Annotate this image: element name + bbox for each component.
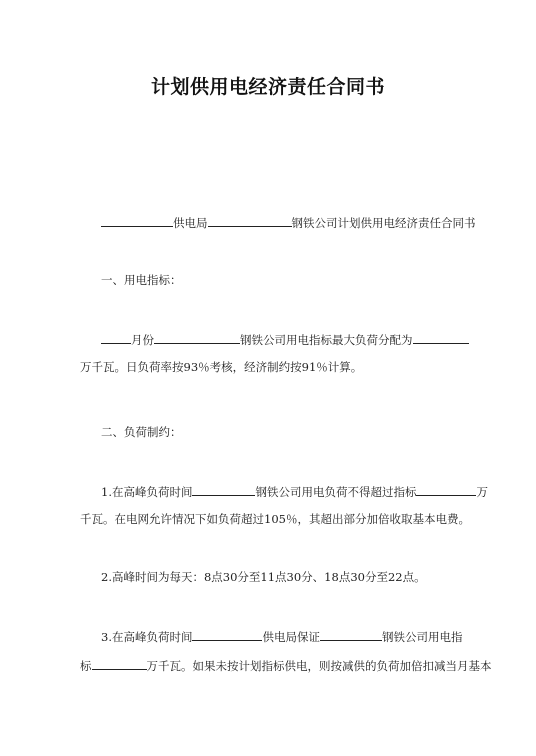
header-text-1: 供电局 — [173, 216, 208, 230]
para-text: 供电局保证 — [262, 630, 320, 644]
header-text-2: 钢铁公司计划供用电经济责任合同书 — [291, 216, 476, 230]
blank-field — [413, 331, 469, 344]
paragraph-line: 万千瓦。日负荷率按93％考核，经济制约按91％计算。 — [80, 360, 363, 374]
blank-field — [192, 628, 262, 641]
paragraph-line — [101, 331, 469, 348]
para-text: 万 — [476, 485, 488, 499]
para-text: 1.在高峰负荷时间 — [101, 485, 193, 499]
para-text: 3.在高峰负荷时间 — [101, 630, 193, 644]
para-text: 标 — [80, 659, 92, 673]
contract-header-line — [101, 214, 476, 231]
paragraph-line: 2.高峰时间为每天：8点30分至11点30分、18点30分至22点。 — [101, 570, 426, 584]
para-text: 月份 — [131, 333, 154, 347]
blank-field — [192, 483, 255, 496]
blank-field — [208, 214, 292, 227]
paragraph-line: 千瓦。在电网允许情况下如负荷超过105％，其超出部分加倍收取基本电费。 — [80, 512, 470, 526]
paragraph-line — [101, 628, 462, 645]
document-title: 计划供用电经济责任合同书 — [150, 76, 385, 98]
para-text: 钢铁公司用电指 — [381, 630, 463, 644]
para-text: 钢铁公司用电指标最大负荷分配为 — [240, 333, 413, 347]
blank-field — [101, 214, 173, 227]
blank-field — [101, 331, 131, 344]
para-text: 钢铁公司用电负荷不得超过指标 — [255, 485, 417, 499]
blank-field — [320, 628, 382, 641]
section-heading-1: 一、用电指标： — [101, 273, 182, 287]
paragraph-line — [101, 483, 488, 500]
blank-field — [416, 483, 476, 496]
blank-field — [92, 657, 147, 670]
section-heading-2: 二、负荷制约： — [101, 425, 182, 439]
paragraph-line — [80, 657, 492, 674]
para-text: 万千瓦。如果未按计划指标供电，则按减供的负荷加倍扣减当月基本 — [146, 659, 492, 673]
blank-field — [154, 331, 240, 344]
